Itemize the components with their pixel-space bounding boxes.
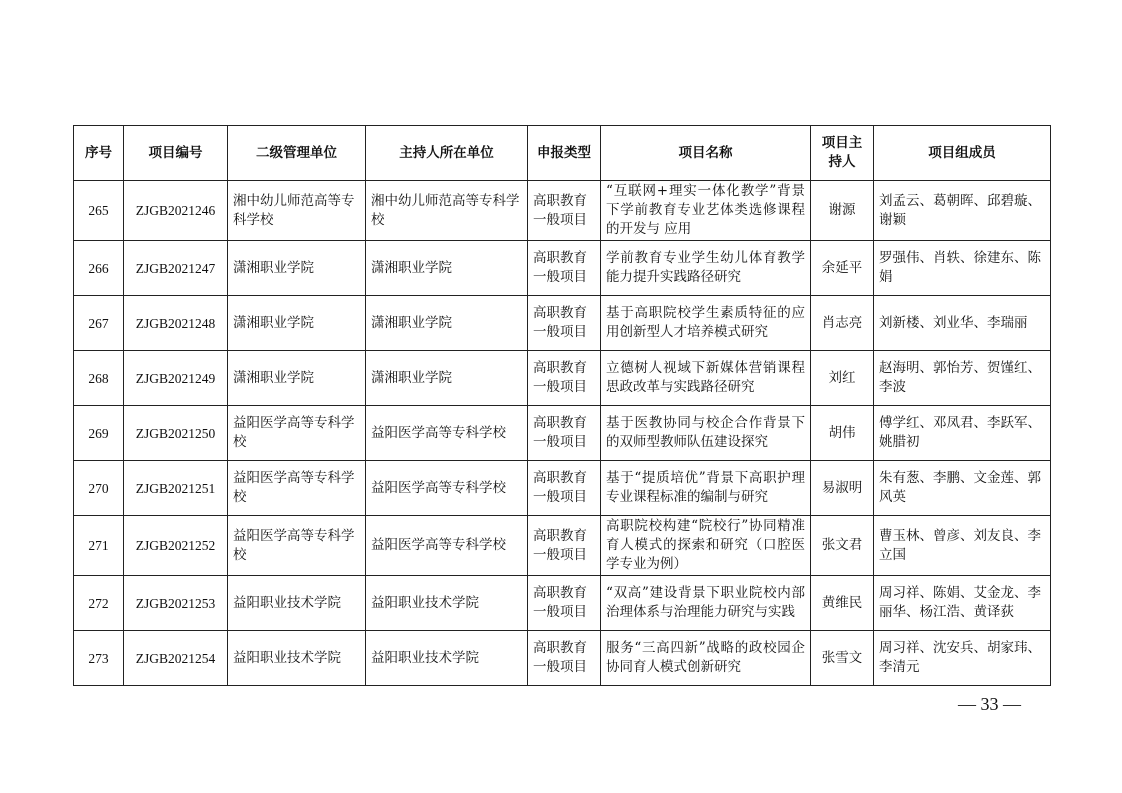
page-number: — 33 — [958, 694, 1021, 714]
header-members: 项目组成员 [874, 126, 1051, 181]
cell-type: 高职教育一般项目 [528, 181, 601, 241]
cell-host-unit: 益阳职业技术学院 [366, 631, 528, 686]
cell-name: 学前教育专业学生幼儿体育教学能力提升实践路径研究 [601, 241, 811, 296]
cell-no: 273 [74, 631, 124, 686]
table-row [74, 631, 1051, 686]
cell-host-unit: 湘中幼儿师范高等专科学校 [366, 181, 528, 241]
cell-host: 余延平 [811, 241, 874, 296]
header-no: 序号 [74, 126, 124, 181]
cell-type: 高职教育一般项目 [528, 576, 601, 631]
cell-name: 基于高职院校学生素质特征的应用创新型人才培养模式研究 [601, 296, 811, 351]
table-row [74, 241, 1051, 296]
cell-code: ZJGB2021246 [124, 181, 228, 241]
cell-unit: 益阳医学高等专科学校 [228, 461, 366, 516]
cell-code: ZJGB2021247 [124, 241, 228, 296]
cell-unit: 益阳医学高等专科学校 [228, 516, 366, 576]
cell-unit: 潇湘职业学院 [228, 296, 366, 351]
header-host-unit: 主持人所在单位 [366, 126, 528, 181]
cell-host: 黄维民 [811, 576, 874, 631]
cell-no: 267 [74, 296, 124, 351]
cell-host-unit: 潇湘职业学院 [366, 296, 528, 351]
cell-host: 胡伟 [811, 406, 874, 461]
cell-members: 曹玉林、曾彦、刘友良、李立国 [874, 516, 1051, 576]
table-row [74, 516, 1051, 576]
cell-code: ZJGB2021253 [124, 576, 228, 631]
cell-code: ZJGB2021252 [124, 516, 228, 576]
cell-host-unit: 潇湘职业学院 [366, 351, 528, 406]
cell-code: ZJGB2021250 [124, 406, 228, 461]
cell-unit: 益阳职业技术学院 [228, 576, 366, 631]
cell-host: 谢源 [811, 181, 874, 241]
cell-no: 272 [74, 576, 124, 631]
cell-host-unit: 益阳医学高等专科学校 [366, 461, 528, 516]
cell-name: 服务“三高四新”战略的政校园企协同育人模式创新研究 [601, 631, 811, 686]
header-host: 项目主持人 [811, 126, 874, 181]
cell-members: 周习祥、沈安兵、胡家玮、李清元 [874, 631, 1051, 686]
cell-type: 高职教育一般项目 [528, 461, 601, 516]
cell-type: 高职教育一般项目 [528, 241, 601, 296]
table-row [74, 406, 1051, 461]
cell-members: 罗强伟、肖轶、徐建东、陈娟 [874, 241, 1051, 296]
cell-members: 朱有葱、李鹏、文金莲、郭风英 [874, 461, 1051, 516]
cell-unit: 益阳职业技术学院 [228, 631, 366, 686]
cell-name: 基于医教协同与校企合作背景下的双师型教师队伍建设探究 [601, 406, 811, 461]
cell-name: “双高”建设背景下职业院校内部治理体系与治理能力研究与实践 [601, 576, 811, 631]
cell-type: 高职教育一般项目 [528, 351, 601, 406]
cell-no: 271 [74, 516, 124, 576]
cell-members: 刘孟云、葛朝晖、邱碧璇、谢颖 [874, 181, 1051, 241]
cell-host-unit: 益阳职业技术学院 [366, 576, 528, 631]
table-row [74, 461, 1051, 516]
cell-members: 刘新楼、刘业华、李瑞丽 [874, 296, 1051, 351]
cell-members: 周习祥、陈娟、艾金龙、李丽华、杨江浩、黄译荻 [874, 576, 1051, 631]
header-unit: 二级管理单位 [228, 126, 366, 181]
cell-no: 265 [74, 181, 124, 241]
table-row [74, 296, 1051, 351]
cell-type: 高职教育一般项目 [528, 406, 601, 461]
cell-type: 高职教育一般项目 [528, 516, 601, 576]
cell-no: 268 [74, 351, 124, 406]
table-row [74, 351, 1051, 406]
cell-unit: 益阳医学高等专科学校 [228, 406, 366, 461]
cell-no: 270 [74, 461, 124, 516]
cell-host-unit: 潇湘职业学院 [366, 241, 528, 296]
cell-name: “互联网+理实一体化教学”背景下学前教育专业艺体类选修课程的开发与 应用 [601, 181, 811, 241]
header-type: 申报类型 [528, 126, 601, 181]
cell-host: 张文君 [811, 516, 874, 576]
cell-code: ZJGB2021251 [124, 461, 228, 516]
cell-members: 傅学红、邓凤君、李跃军、姚腊初 [874, 406, 1051, 461]
cell-host: 肖志亮 [811, 296, 874, 351]
cell-host: 张雪文 [811, 631, 874, 686]
table-row [74, 181, 1051, 241]
header-code: 项目编号 [124, 126, 228, 181]
cell-code: ZJGB2021249 [124, 351, 228, 406]
project-table [73, 125, 1051, 686]
cell-no: 269 [74, 406, 124, 461]
cell-name: 高职院校构建“院校行”协同精准育人模式的探索和研究（口腔医学专业为例） [601, 516, 811, 576]
cell-code: ZJGB2021248 [124, 296, 228, 351]
cell-host-unit: 益阳医学高等专科学校 [366, 406, 528, 461]
cell-members: 赵海明、郭怡芳、贺馑红、李波 [874, 351, 1051, 406]
cell-host: 刘红 [811, 351, 874, 406]
cell-name: 基于“提质培优”背景下高职护理专业课程标准的编制与研究 [601, 461, 811, 516]
cell-name: 立德树人视域下新媒体营销课程思政改革与实践路径研究 [601, 351, 811, 406]
cell-no: 266 [74, 241, 124, 296]
cell-code: ZJGB2021254 [124, 631, 228, 686]
cell-type: 高职教育一般项目 [528, 631, 601, 686]
table-row [74, 576, 1051, 631]
cell-unit: 潇湘职业学院 [228, 241, 366, 296]
cell-host-unit: 益阳医学高等专科学校 [366, 516, 528, 576]
header-name: 项目名称 [601, 126, 811, 181]
table-header-row [74, 126, 1051, 181]
cell-host: 易淑明 [811, 461, 874, 516]
table-body [74, 181, 1051, 686]
cell-type: 高职教育一般项目 [528, 296, 601, 351]
cell-unit: 潇湘职业学院 [228, 351, 366, 406]
cell-unit: 湘中幼儿师范高等专科学校 [228, 181, 366, 241]
